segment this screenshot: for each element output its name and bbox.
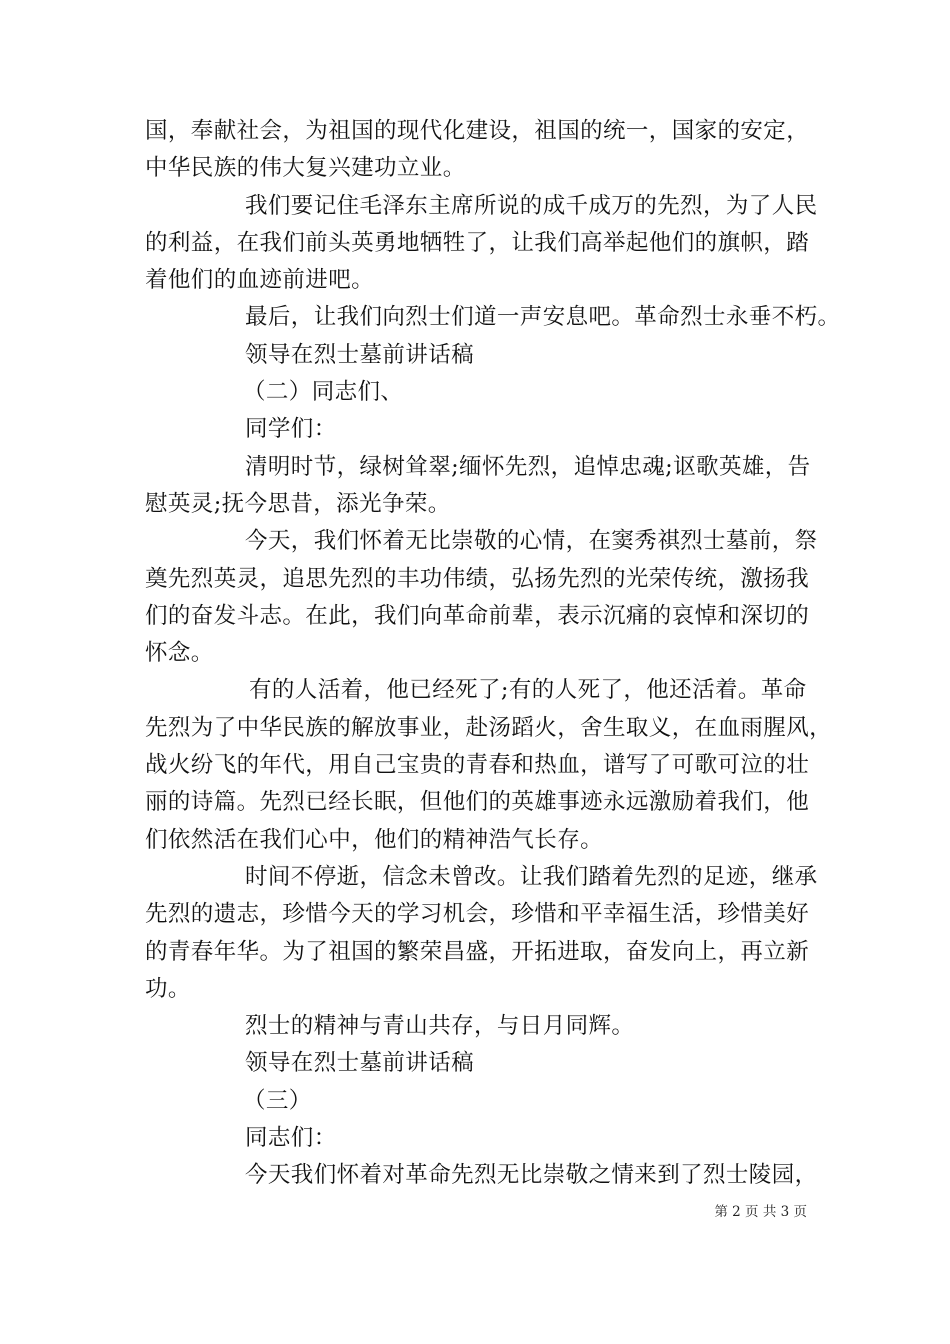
page-number-footer: 第 2 页 共 3 页 — [714, 1204, 807, 1220]
document-body — [145, 113, 841, 1195]
text-line: 丽的诗篇。先烈已经长眠，但他们的英雄事迹永远激励着我们，他 — [145, 789, 810, 816]
text-line: 同学们： — [245, 416, 337, 443]
text-line: 今天，我们怀着无比崇敬的心情，在窦秀祺烈士墓前，祭 — [245, 528, 818, 555]
section-heading: 领导在烈士墓前讲话稿 — [245, 1050, 475, 1077]
text-line: 们的奋发斗志。在此，我们向革命前辈，表示沉痛的哀悼和深切的 — [145, 602, 810, 629]
text-line: 清明时节，绿树耸翠;缅怀先烈，追悼忠魂;讴歌英雄，告 — [245, 453, 811, 480]
text-line: 的利益，在我们前头英勇地牺牲了，让我们高举起他们的旗帜，踏 — [145, 229, 810, 256]
text-line: 的青春年华。为了祖国的繁荣昌盛，开拓进取，奋发向上，再立新 — [145, 938, 810, 965]
text-line: 中华民族的伟大复兴建功立业。 — [145, 155, 466, 182]
text-line: 烈士的精神与青山共存，与日月同辉。 — [245, 1013, 635, 1040]
section-heading: 领导在烈士墓前讲话稿 — [245, 341, 475, 368]
text-line: 们依然活在我们心中，他们的精神浩气长存。 — [145, 826, 604, 853]
text-line: 奠先烈英灵，追思先烈的丰功伟绩，弘扬先烈的光荣传统，激扬我 — [145, 565, 810, 592]
text-line: 战火纷飞的年代，用自己宝贵的青春和热血，谱写了可歌可泣的壮 — [145, 752, 810, 779]
text-line: 最后，让我们向烈士们道一声安息吧。革命烈士永垂不朽。 — [245, 304, 841, 331]
text-line: 同志们： — [245, 1125, 337, 1152]
text-line: 国，奉献社会，为祖国的现代化建设，祖国的统一，国家的安定， — [145, 118, 810, 144]
text-line: （二）同志们、 — [243, 379, 404, 406]
text-line: 功。 — [145, 975, 191, 1002]
text-line: 着他们的血迹前进吧。 — [145, 267, 375, 294]
text-line: 慰英灵;抚今思昔，添光争荣。 — [145, 490, 451, 517]
text-line: 先烈为了中华民族的解放事业，赴汤蹈火，舍生取义，在血雨腥风， — [145, 714, 833, 741]
text-line: 我们要记住毛泽东主席所说的成千成万的先烈，为了人民 — [245, 192, 818, 219]
text-line: 有的人活着，他已经死了;有的人死了，他还活着。革命 — [249, 677, 807, 704]
text-line: 怀念。 — [145, 640, 214, 667]
text-line: （三） — [243, 1087, 312, 1114]
text-line: 先烈的遗志，珍惜今天的学习机会，珍惜和平幸福生活，珍惜美好 — [145, 901, 810, 928]
text-line: 时间不停逝，信念未曾改。让我们踏着先烈的足迹，继承 — [245, 863, 818, 890]
text-line: 今天我们怀着对革命先烈无比崇敬之情来到了烈士陵园， — [245, 1162, 818, 1189]
